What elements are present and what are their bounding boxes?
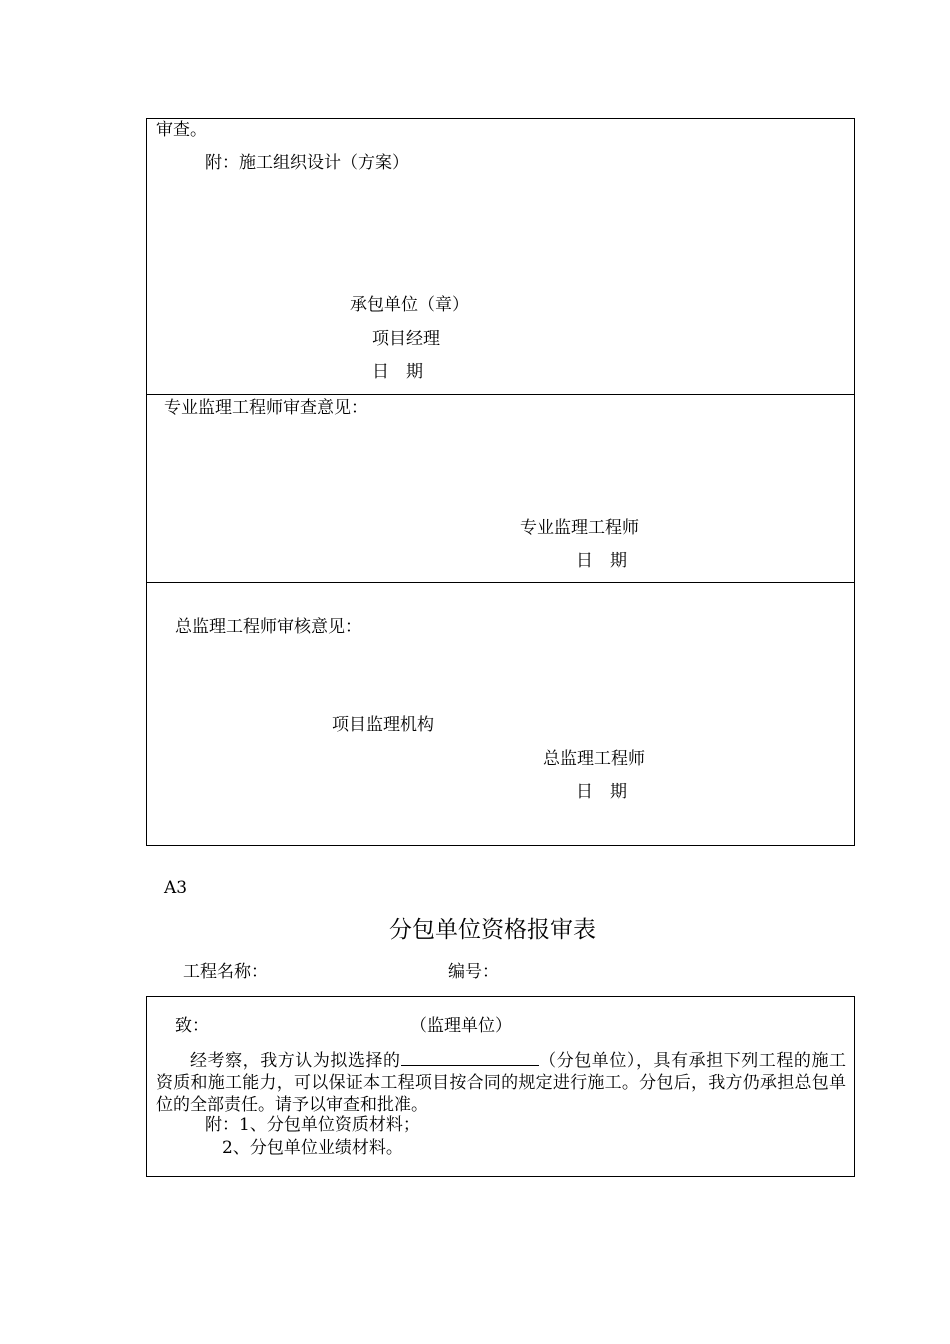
section3-heading: 总监理工程师审核意见： (175, 617, 362, 637)
section2-signer-label: 专业监理工程师 (520, 518, 639, 538)
project-name-label: 工程名称： (183, 962, 268, 982)
section1-attachment: 附：施工组织设计（方案） (205, 153, 409, 173)
supervision-unit-label: （监理单位） (410, 1016, 512, 1036)
subcontractor-name-blank (401, 1049, 539, 1066)
form-code: A3 (164, 878, 188, 898)
section3-signer-label: 总监理工程师 (543, 749, 645, 769)
application-paragraph (156, 1049, 846, 1116)
section1-line1: 审查。 (156, 120, 207, 140)
section2-heading: 专业监理工程师审查意见： (164, 398, 368, 418)
number-label: 编号： (448, 962, 499, 982)
project-manager-label: 项目经理 (372, 329, 440, 349)
attachment-1: 附：1、分包单位资质材料； (205, 1115, 420, 1135)
section2-date-label: 日 期 (576, 551, 627, 571)
section1-date-label: 日 期 (372, 362, 423, 382)
contractor-seal-label: 承包单位（章） (350, 295, 469, 315)
attachment-2: 2、分包单位业绩材料。 (222, 1138, 403, 1158)
paragraph-rest: （分包单位），具有承担下列工程的施工资质和施工能力，可以保证本工程项目按合同的规定进行施工。分包后，我方仍承担总包单位的全部责任。请予以审查和批准。 (156, 1051, 847, 1115)
form-title: 分包单位资格报审表 (389, 917, 596, 943)
section3-date-label: 日 期 (576, 782, 627, 802)
upper-form-table (146, 118, 855, 846)
upper-form-divider-2 (146, 582, 855, 583)
supervision-org-label: 项目监理机构 (332, 715, 434, 735)
to-label: 致： (175, 1016, 209, 1036)
upper-form-divider-1 (146, 394, 855, 395)
paragraph-start: 经考察，我方认为拟选择的 (190, 1051, 401, 1071)
